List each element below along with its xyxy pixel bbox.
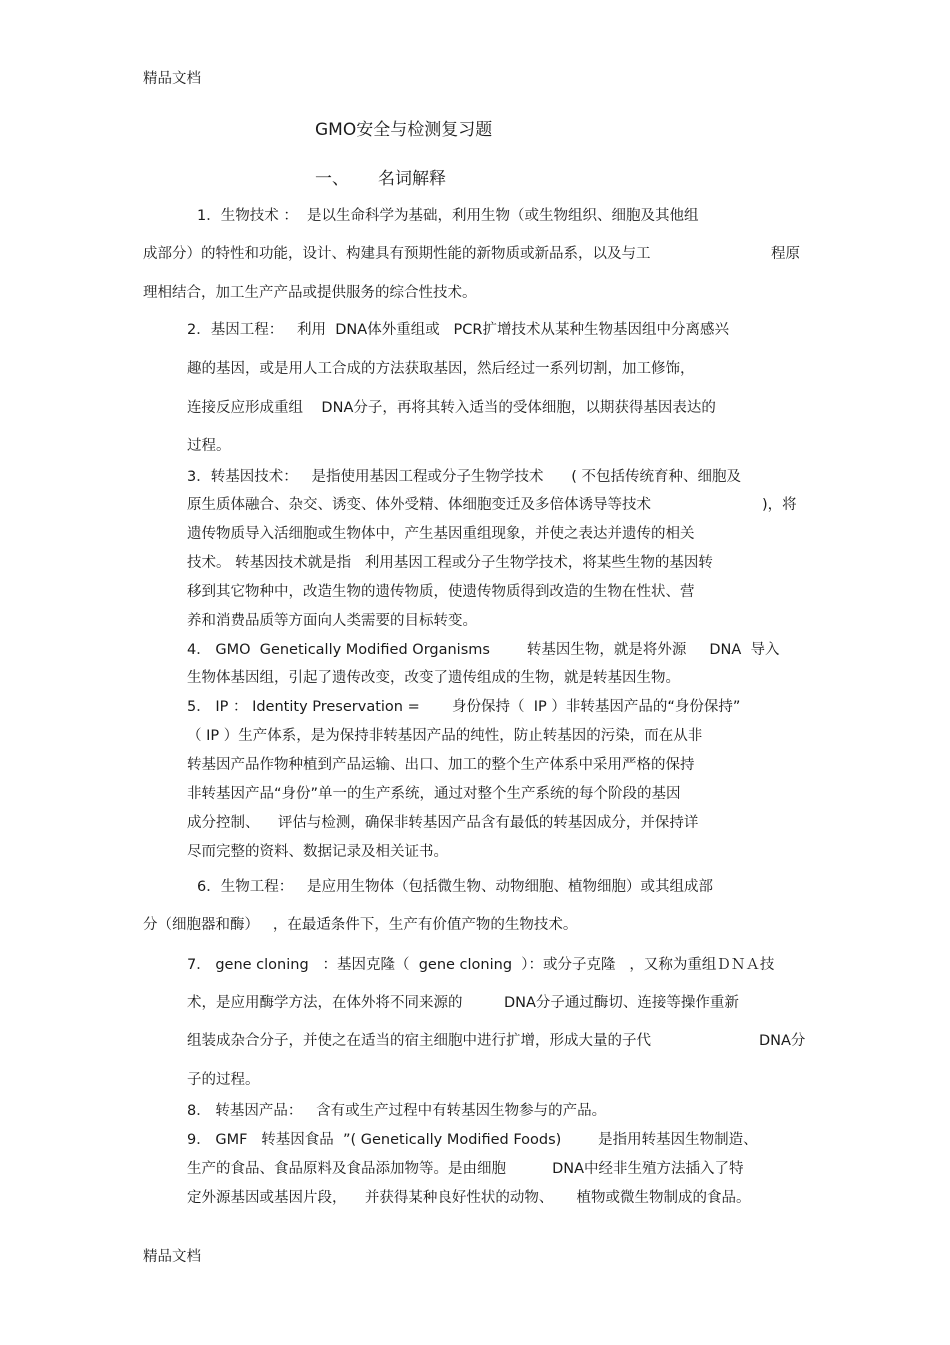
term-5-line-1: 5． IP ： Identity Preservation = 身份保持（ IP ）非转基因产品的“身份保持” <box>187 699 741 715</box>
term-4-line-1: 4． GMO Genetically Modified Organisms 转基因生物，就是将外源 DNA 导入 <box>187 642 780 658</box>
term-5-line-2: （ IP ）生产体系，是为保持非转基因产品的纯性，防止转基因的污染，而在从非 <box>187 728 703 744</box>
term-4-line-2: 生物体基因组，引起了遗传改变，改变了遗传组成的生物，就是转基因生物。 <box>187 670 680 686</box>
term-1-line-1: 1．生物技术 ： 是以生命科学为基础，利用生物（或生物组织、细胞及其他组 <box>197 208 699 224</box>
term-7-line-3-tail: DNA分 <box>759 1033 806 1049</box>
term-8-line-1: 8． 转基因产品： 含有或生产过程中有转基因生物参与的产品。 <box>187 1103 607 1119</box>
term-5-line-5: 成分控制、 评估与检测，确保非转基因产品含有最低的转基因成分，并保持详 <box>187 815 699 831</box>
term-2-line-1: 2．基因工程： 利用 DNA体外重组或 PCR扩增技术从某种生物基因组中分离感兴 <box>187 322 729 338</box>
term-3-line-6: 养和消费品质等方面向人类需要的目标转变。 <box>187 613 477 629</box>
term-9-line-2: 生产的食品、食品原料及食品添加物等。是由细胞 DNA中经非生殖方法插入了特 <box>187 1161 744 1177</box>
term-9-line-1: 9． GMF 转基因食品 ”( Genetically Modified Foods) 是指用转基因生物制造、 <box>187 1132 758 1148</box>
term-2-line-3: 连接反应形成重组 DNA分子，再将其转入适当的受体细胞，以期获得基因表达的 <box>187 400 716 416</box>
term-5-line-6: 尽而完整的资料、数据记录及相关证书。 <box>187 844 448 860</box>
term-3-line-4: 技术。 转基因技术就是指 利用基因工程或分子生物学技术，将某些生物的基因转 <box>187 555 713 571</box>
term-3-line-2-tail: )，将 <box>762 497 797 513</box>
term-1-line-3: 理相结合，加工生产产品或提供服务的综合性技术。 <box>143 285 477 301</box>
term-3-line-1: 3．转基因技术： 是指使用基因工程或分子生物学技术 ( 不包括传统育种、细胞及 <box>187 469 741 485</box>
term-5-line-3: 转基因产品作物种植到产品运输、出口、加工的整个生产体系中采用严格的保持 <box>187 757 695 773</box>
term-6-line-2: 分（细胞器和酶） ，在最适条件下，生产有价值产物的生物技术。 <box>143 917 578 933</box>
page-footer: 精品文档 <box>143 1249 201 1265</box>
page-header: 精品文档 <box>143 71 201 87</box>
term-6-line-1: 6．生物工程： 是应用生物体（包括微生物、动物细胞、植物细胞）或其组成部 <box>197 879 714 895</box>
term-3-line-5: 移到其它物种中，改造生物的遗传物质，使遗传物质得到改造的生物在性状、营 <box>187 584 695 600</box>
term-2-line-2: 趣的基因，或是用人工合成的方法获取基因，然后经过一系列切割，加工修饰， <box>187 361 695 377</box>
term-3-line-2: 原生质体融合、杂交、诱变、体外受精、体细胞变迁及多倍体诱导等技术 <box>187 497 651 513</box>
section-number: 一、 <box>315 169 349 189</box>
section-heading: 名词解释 <box>378 169 446 189</box>
term-1-line-2-tail: 程原 <box>771 246 800 262</box>
term-3-line-3: 遗传物质导入活细胞或生物体中，产生基因重组现象，并使之表达并遗传的相关 <box>187 526 695 542</box>
term-5-line-4: 非转基因产品“身份”单一的生产系统，通过对整个生产系统的每个阶段的基因 <box>187 786 681 802</box>
term-7-line-2: 术，是应用酶学方法，在体外将不同来源的 DNA分子通过酶切、连接等操作重新 <box>187 995 739 1011</box>
term-7-line-1: 7． gene cloning ：基因克隆（ gene cloning ）：或分子克隆 ，又称为重组ＤＮＡ技 <box>187 957 775 973</box>
page-title: GMO安全与检测复习题 <box>315 120 493 140</box>
term-7-line-3: 组装成杂合分子，并使之在适当的宿主细胞中进行扩增，形成大量的子代 <box>187 1033 651 1049</box>
term-9-line-3: 定外源基因或基因片段， 并获得某种良好性状的动物、 植物或微生物制成的食品。 <box>187 1190 751 1206</box>
term-1-line-2: 成部分）的特性和功能，设计、构建具有预期性能的新物质或新品系，以及与工 <box>143 246 651 262</box>
term-2-line-4: 过程。 <box>187 438 231 454</box>
term-7-line-4: 子的过程。 <box>187 1072 260 1088</box>
